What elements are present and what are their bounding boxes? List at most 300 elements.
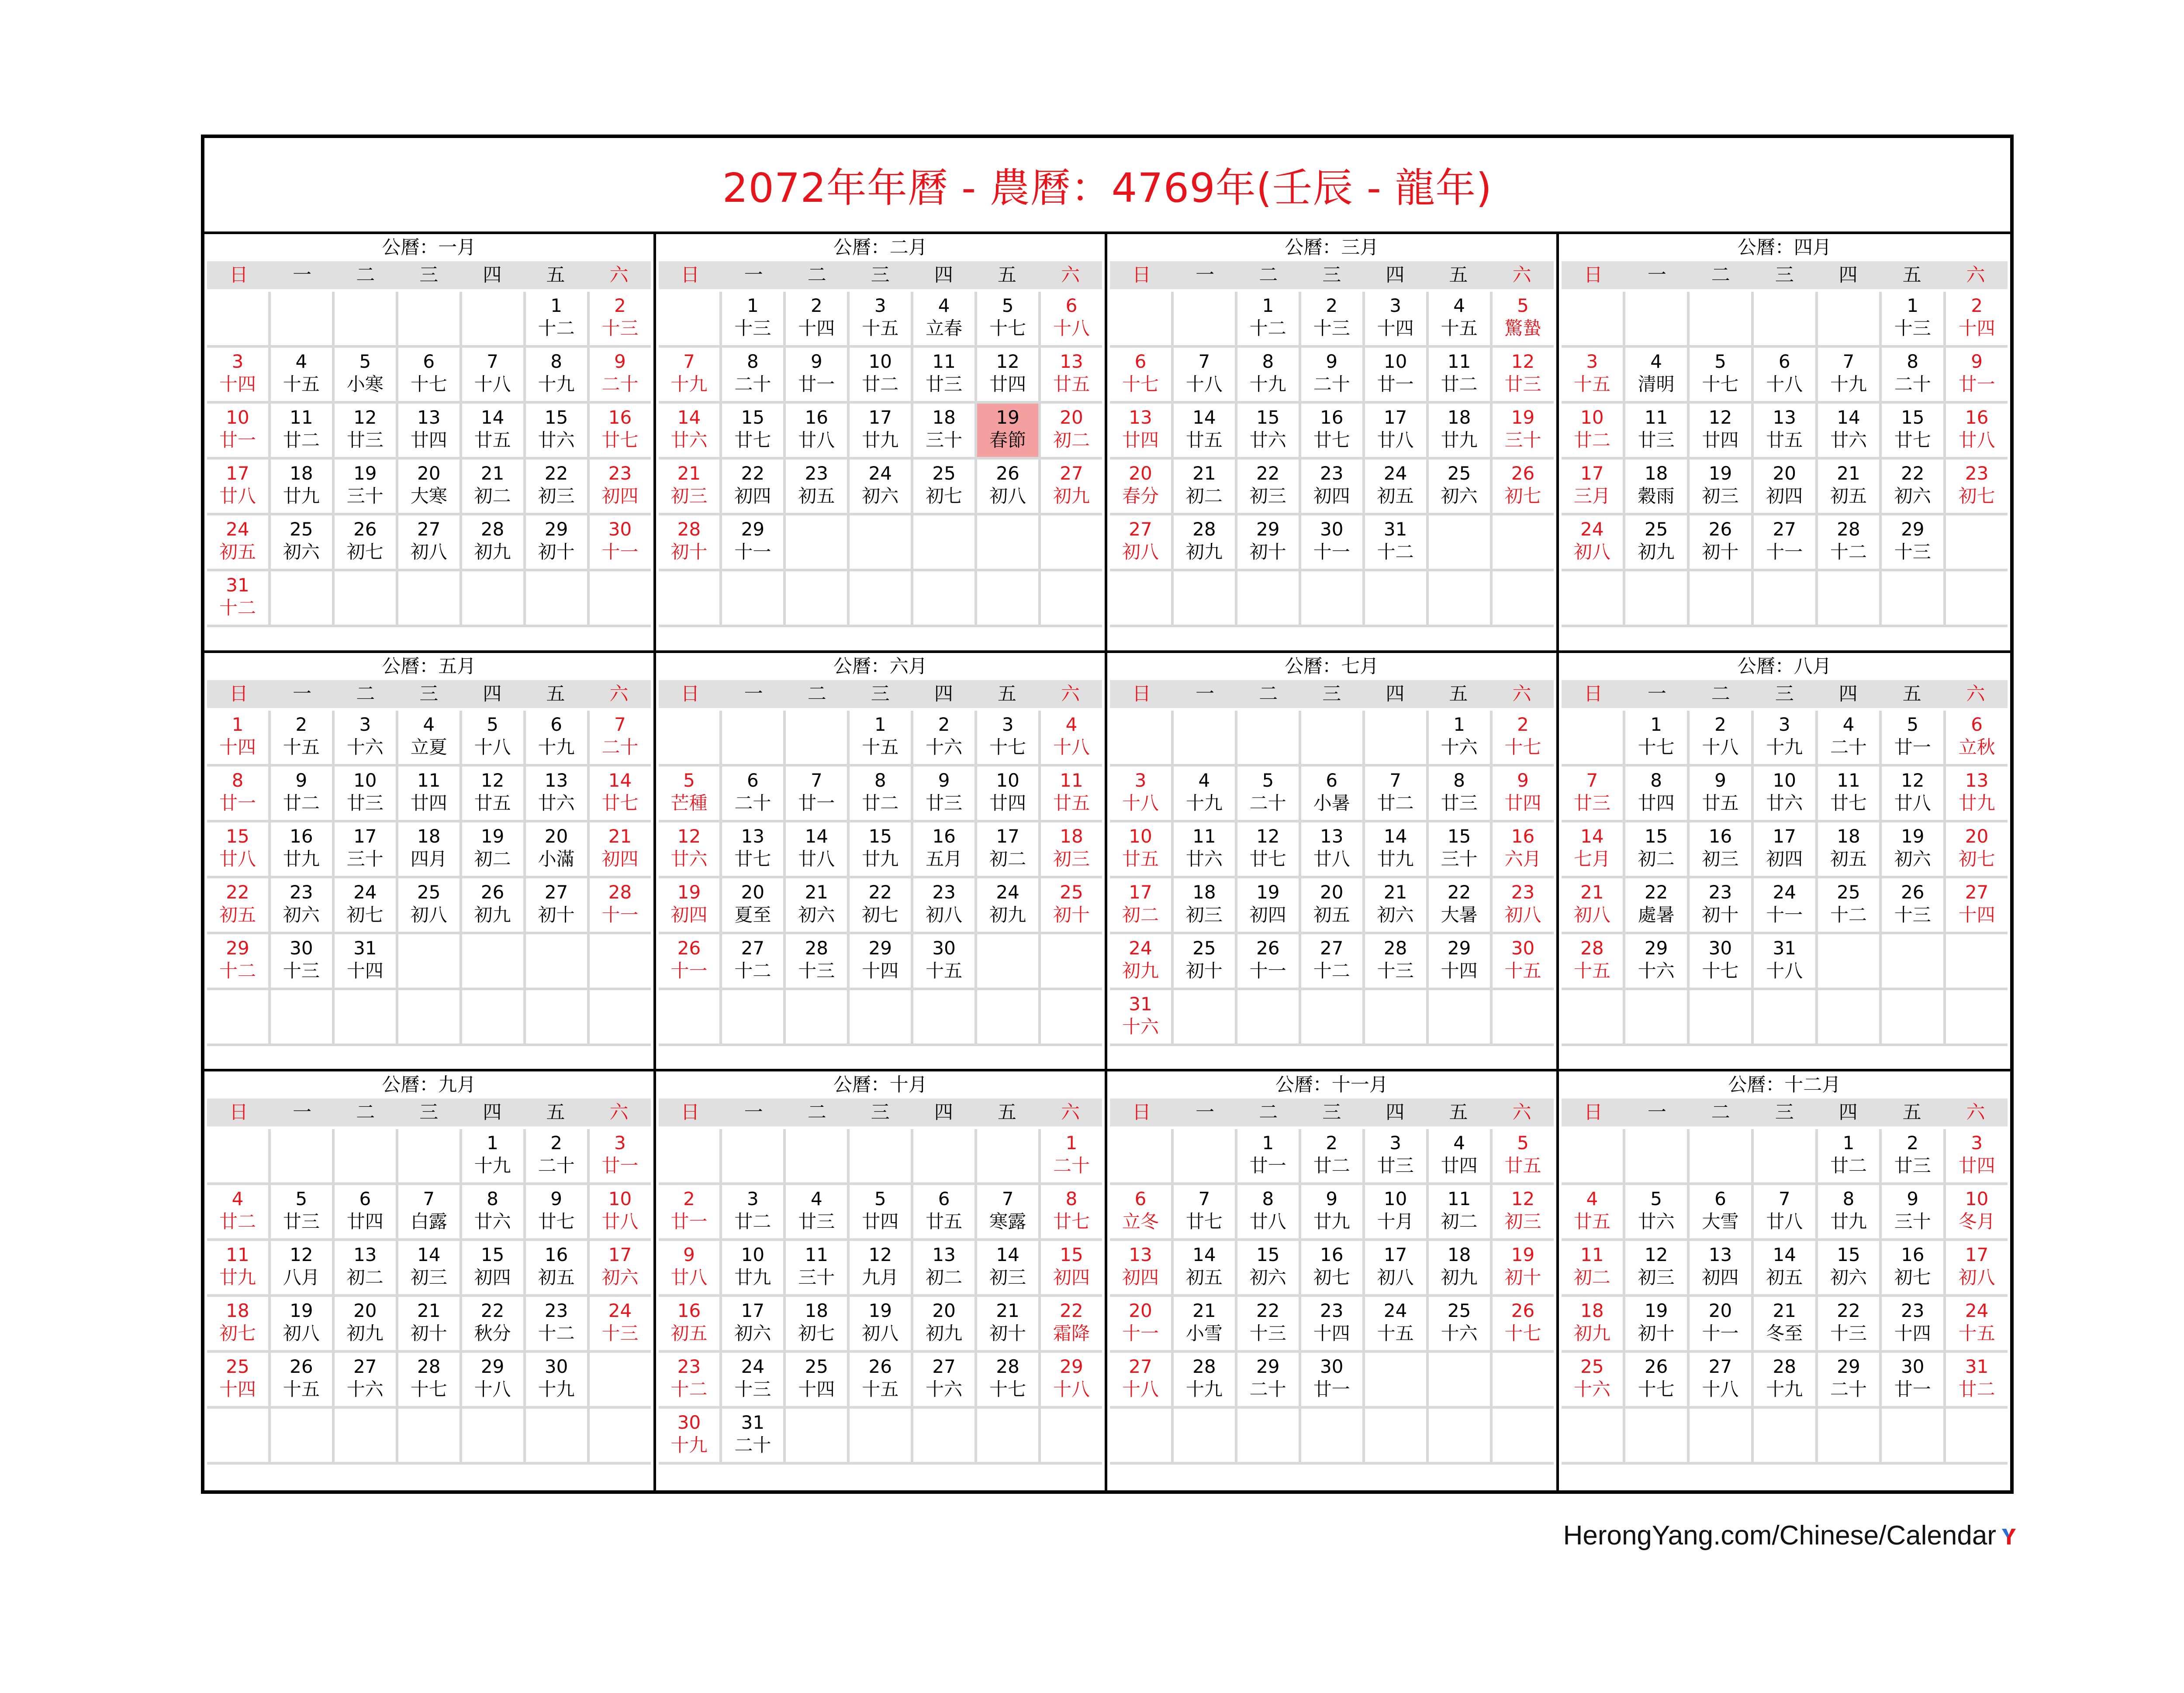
day-cell[interactable]	[1301, 1185, 1365, 1238]
day-cell[interactable]	[1493, 1297, 1554, 1350]
day-cell[interactable]	[1562, 878, 1626, 932]
day-cell[interactable]	[1237, 822, 1301, 876]
day-cell[interactable]	[1690, 460, 1754, 513]
day-cell[interactable]	[1818, 460, 1882, 513]
day-cell[interactable]	[1301, 934, 1365, 988]
day-cell[interactable]	[722, 934, 786, 988]
day-cell[interactable]	[1301, 1297, 1365, 1350]
day-cell[interactable]	[722, 404, 786, 457]
day-cell[interactable]	[335, 1185, 398, 1238]
day-cell[interactable]	[1365, 515, 1429, 569]
day-cell[interactable]	[1882, 767, 1946, 820]
day-cell[interactable]	[913, 1297, 977, 1350]
day-cell[interactable]	[590, 348, 651, 401]
day-cell[interactable]	[1882, 711, 1946, 764]
day-cell[interactable]	[1493, 1129, 1554, 1182]
day-cell[interactable]	[271, 515, 335, 569]
day-cell[interactable]	[1174, 515, 1237, 569]
day-cell[interactable]	[1625, 1297, 1690, 1350]
day-cell[interactable]	[1818, 878, 1882, 932]
day-cell[interactable]	[1110, 767, 1174, 820]
day-cell[interactable]	[526, 711, 590, 764]
day-cell[interactable]	[1429, 348, 1493, 401]
day-cell[interactable]	[1110, 878, 1174, 932]
day-cell[interactable]	[271, 1297, 335, 1350]
day-cell[interactable]	[1041, 1297, 1102, 1350]
day-cell[interactable]	[786, 1353, 850, 1406]
day-cell[interactable]	[271, 1185, 335, 1238]
day-cell[interactable]	[1041, 460, 1102, 513]
day-cell[interactable]	[913, 711, 977, 764]
day-cell[interactable]	[1625, 1241, 1690, 1294]
day-cell[interactable]	[1882, 1353, 1946, 1406]
day-cell[interactable]	[786, 934, 850, 988]
day-cell[interactable]	[1754, 1297, 1818, 1350]
day-cell[interactable]	[977, 460, 1041, 513]
day-cell[interactable]	[1625, 711, 1690, 764]
day-cell[interactable]	[398, 1353, 462, 1406]
day-cell[interactable]	[850, 1297, 913, 1350]
day-cell[interactable]	[659, 1353, 722, 1406]
day-cell[interactable]	[1301, 1353, 1365, 1406]
day-cell[interactable]	[335, 404, 398, 457]
day-cell[interactable]	[1562, 767, 1626, 820]
day-cell[interactable]	[913, 1185, 977, 1238]
day-cell[interactable]	[1041, 1129, 1102, 1182]
day-cell[interactable]	[462, 460, 526, 513]
day-cell[interactable]	[786, 767, 850, 820]
day-cell[interactable]	[1946, 292, 2008, 345]
day-cell[interactable]	[977, 711, 1041, 764]
day-cell[interactable]	[207, 515, 271, 569]
day-cell[interactable]	[1690, 1185, 1754, 1238]
day-cell[interactable]	[335, 1241, 398, 1294]
day-cell[interactable]	[1237, 1241, 1301, 1294]
day-cell[interactable]	[398, 1241, 462, 1294]
day-cell[interactable]	[1237, 348, 1301, 401]
day-cell[interactable]	[1041, 348, 1102, 401]
day-cell[interactable]	[1625, 404, 1690, 457]
day-cell[interactable]	[1625, 1185, 1690, 1238]
day-cell[interactable]	[913, 292, 977, 345]
day-cell[interactable]	[722, 878, 786, 932]
day-cell[interactable]	[786, 404, 850, 457]
day-cell[interactable]	[659, 767, 722, 820]
day-cell[interactable]	[850, 934, 913, 988]
day-cell[interactable]	[1818, 767, 1882, 820]
day-cell[interactable]	[398, 348, 462, 401]
day-cell[interactable]	[722, 1241, 786, 1294]
day-cell[interactable]	[590, 878, 651, 932]
day-cell[interactable]	[398, 515, 462, 569]
day-cell[interactable]	[1690, 934, 1754, 988]
day-cell[interactable]	[462, 1353, 526, 1406]
day-cell[interactable]	[207, 348, 271, 401]
day-cell[interactable]	[1690, 878, 1754, 932]
day-cell[interactable]	[1110, 348, 1174, 401]
day-cell[interactable]	[526, 1353, 590, 1406]
day-cell[interactable]	[590, 767, 651, 820]
day-cell[interactable]	[1882, 822, 1946, 876]
day-cell[interactable]	[1174, 767, 1237, 820]
day-cell[interactable]	[1818, 822, 1882, 876]
footer-link[interactable]: HerongYang.com/Chinese/Calendar	[1563, 1520, 1996, 1551]
day-cell[interactable]	[1818, 1353, 1882, 1406]
day-cell[interactable]	[1946, 404, 2008, 457]
day-cell[interactable]	[590, 292, 651, 345]
day-cell[interactable]	[659, 934, 722, 988]
day-cell[interactable]	[1041, 878, 1102, 932]
day-cell[interactable]	[659, 460, 722, 513]
day-cell[interactable]	[207, 934, 271, 988]
day-cell[interactable]	[1041, 404, 1102, 457]
day-cell[interactable]	[1690, 348, 1754, 401]
day-cell[interactable]	[1562, 1297, 1626, 1350]
day-cell[interactable]	[1562, 515, 1626, 569]
day-cell[interactable]	[462, 822, 526, 876]
day-cell[interactable]	[913, 878, 977, 932]
day-cell[interactable]	[207, 1297, 271, 1350]
day-cell[interactable]	[977, 1185, 1041, 1238]
day-cell[interactable]	[1818, 1185, 1882, 1238]
day-cell[interactable]	[207, 878, 271, 932]
day-cell[interactable]	[462, 1185, 526, 1238]
day-cell[interactable]	[913, 767, 977, 820]
day-cell[interactable]	[659, 822, 722, 876]
day-cell[interactable]	[462, 515, 526, 569]
day-cell[interactable]	[850, 1185, 913, 1238]
day-cell[interactable]	[1110, 1241, 1174, 1294]
day-cell[interactable]	[462, 1241, 526, 1294]
day-cell[interactable]	[1301, 1129, 1365, 1182]
day-cell[interactable]	[1301, 878, 1365, 932]
day-cell[interactable]	[659, 515, 722, 569]
day-cell[interactable]	[590, 515, 651, 569]
day-cell[interactable]	[1237, 1185, 1301, 1238]
day-cell[interactable]	[462, 348, 526, 401]
day-cell[interactable]	[526, 1185, 590, 1238]
day-cell[interactable]	[1562, 822, 1626, 876]
day-cell[interactable]	[659, 348, 722, 401]
day-cell[interactable]	[1493, 878, 1554, 932]
day-cell[interactable]	[1237, 404, 1301, 457]
day-cell[interactable]	[526, 1129, 590, 1182]
day-cell[interactable]	[526, 1241, 590, 1294]
day-cell[interactable]	[786, 1241, 850, 1294]
day-cell[interactable]	[1429, 404, 1493, 457]
day-cell[interactable]	[1174, 1185, 1237, 1238]
day-cell[interactable]	[526, 515, 590, 569]
day-cell[interactable]	[1946, 1241, 2008, 1294]
day-cell[interactable]	[1174, 822, 1237, 876]
day-cell[interactable]	[850, 1353, 913, 1406]
day-cell[interactable]	[1041, 711, 1102, 764]
day-cell[interactable]	[1882, 1297, 1946, 1350]
day-cell[interactable]	[1429, 767, 1493, 820]
day-cell[interactable]	[1041, 767, 1102, 820]
day-cell[interactable]	[1110, 460, 1174, 513]
day-cell[interactable]	[207, 460, 271, 513]
day-cell[interactable]	[977, 878, 1041, 932]
day-cell[interactable]	[1365, 934, 1429, 988]
day-cell[interactable]	[722, 292, 786, 345]
day-cell[interactable]	[207, 1185, 271, 1238]
day-cell[interactable]	[1882, 878, 1946, 932]
day-cell[interactable]	[659, 1185, 722, 1238]
day-cell[interactable]	[1754, 1185, 1818, 1238]
day-cell[interactable]	[1754, 767, 1818, 820]
day-cell[interactable]	[977, 822, 1041, 876]
day-cell[interactable]	[913, 1241, 977, 1294]
day-cell[interactable]	[722, 1353, 786, 1406]
day-cell[interactable]	[1237, 934, 1301, 988]
day-cell[interactable]	[1174, 1297, 1237, 1350]
day-cell[interactable]	[1882, 460, 1946, 513]
day-cell[interactable]	[1946, 878, 2008, 932]
day-cell[interactable]	[1493, 348, 1554, 401]
day-cell[interactable]	[590, 460, 651, 513]
day-cell[interactable]	[850, 1241, 913, 1294]
day-cell[interactable]	[1754, 515, 1818, 569]
day-cell[interactable]	[1429, 460, 1493, 513]
day-cell[interactable]	[1690, 711, 1754, 764]
day-cell[interactable]	[913, 460, 977, 513]
day-cell[interactable]	[590, 1129, 651, 1182]
day-cell[interactable]	[1754, 404, 1818, 457]
day-cell[interactable]	[977, 767, 1041, 820]
day-cell[interactable]	[1882, 292, 1946, 345]
day-cell[interactable]	[786, 348, 850, 401]
day-cell[interactable]	[1174, 1353, 1237, 1406]
day-cell[interactable]	[207, 767, 271, 820]
day-cell[interactable]	[1818, 1241, 1882, 1294]
day-cell[interactable]	[1365, 404, 1429, 457]
day-cell[interactable]	[1365, 460, 1429, 513]
day-cell[interactable]	[1110, 1297, 1174, 1350]
day-cell[interactable]	[271, 1353, 335, 1406]
day-cell[interactable]	[1625, 878, 1690, 932]
day-cell[interactable]	[659, 1297, 722, 1350]
day-cell[interactable]	[1365, 822, 1429, 876]
day-cell[interactable]	[1110, 1185, 1174, 1238]
day-cell[interactable]	[1754, 348, 1818, 401]
day-cell[interactable]	[1625, 767, 1690, 820]
day-cell[interactable]	[722, 822, 786, 876]
day-cell[interactable]	[1818, 711, 1882, 764]
day-cell[interactable]	[462, 711, 526, 764]
day-cell[interactable]	[977, 292, 1041, 345]
day-cell[interactable]	[590, 1297, 651, 1350]
day-cell[interactable]	[1493, 1185, 1554, 1238]
day-cell[interactable]	[462, 404, 526, 457]
day-cell[interactable]	[1237, 1353, 1301, 1406]
day-cell[interactable]	[1882, 1129, 1946, 1182]
day-cell[interactable]	[1882, 348, 1946, 401]
day-cell[interactable]	[526, 292, 590, 345]
day-cell[interactable]	[1818, 348, 1882, 401]
day-cell[interactable]	[1882, 515, 1946, 569]
day-cell[interactable]	[1041, 292, 1102, 345]
day-cell[interactable]	[1301, 1241, 1365, 1294]
day-cell[interactable]	[722, 1297, 786, 1350]
day-cell[interactable]	[335, 1297, 398, 1350]
day-cell[interactable]	[1237, 878, 1301, 932]
day-cell[interactable]	[722, 767, 786, 820]
day-cell[interactable]	[1237, 767, 1301, 820]
day-cell[interactable]	[271, 822, 335, 876]
day-cell[interactable]	[1493, 711, 1554, 764]
day-cell[interactable]	[526, 1297, 590, 1350]
day-cell[interactable]	[398, 404, 462, 457]
day-cell[interactable]	[913, 348, 977, 401]
day-cell[interactable]	[1562, 348, 1626, 401]
day-cell[interactable]	[1690, 1241, 1754, 1294]
day-cell[interactable]	[1493, 934, 1554, 988]
day-cell[interactable]	[1562, 1185, 1626, 1238]
day-cell[interactable]	[1429, 1185, 1493, 1238]
day-cell[interactable]	[335, 460, 398, 513]
day-cell[interactable]	[1493, 292, 1554, 345]
day-cell[interactable]	[850, 711, 913, 764]
day-cell[interactable]	[1041, 1353, 1102, 1406]
day-cell[interactable]	[1690, 515, 1754, 569]
day-cell[interactable]	[1429, 711, 1493, 764]
day-cell[interactable]	[1690, 1297, 1754, 1350]
day-cell[interactable]	[977, 1353, 1041, 1406]
day-cell[interactable]	[913, 404, 977, 457]
day-cell[interactable]	[462, 878, 526, 932]
day-cell[interactable]	[1946, 348, 2008, 401]
day-cell[interactable]	[1625, 822, 1690, 876]
day-cell[interactable]	[590, 822, 651, 876]
day-cell[interactable]	[398, 767, 462, 820]
day-cell[interactable]	[850, 822, 913, 876]
day-cell[interactable]	[1429, 822, 1493, 876]
day-cell[interactable]	[1429, 1241, 1493, 1294]
day-cell[interactable]	[1625, 348, 1690, 401]
day-cell[interactable]	[1882, 404, 1946, 457]
day-cell[interactable]	[590, 1185, 651, 1238]
day-cell[interactable]	[659, 404, 722, 457]
day-cell[interactable]	[1690, 1353, 1754, 1406]
day-cell[interactable]	[271, 460, 335, 513]
day-cell[interactable]	[335, 878, 398, 932]
day-cell[interactable]	[1493, 822, 1554, 876]
day-cell[interactable]	[1110, 404, 1174, 457]
day-cell[interactable]	[1174, 348, 1237, 401]
day-cell[interactable]	[590, 404, 651, 457]
day-cell[interactable]	[1301, 404, 1365, 457]
day-cell[interactable]	[1301, 515, 1365, 569]
day-cell[interactable]	[335, 767, 398, 820]
day-cell[interactable]	[398, 822, 462, 876]
day-cell[interactable]	[1946, 1129, 2008, 1182]
day-cell[interactable]	[1562, 1241, 1626, 1294]
day-cell[interactable]	[207, 711, 271, 764]
day-cell[interactable]	[1493, 460, 1554, 513]
day-cell[interactable]	[1110, 1353, 1174, 1406]
day-cell[interactable]	[786, 1185, 850, 1238]
day-cell[interactable]	[1882, 1241, 1946, 1294]
day-cell[interactable]	[1818, 404, 1882, 457]
day-cell[interactable]	[207, 404, 271, 457]
day-cell[interactable]	[913, 1353, 977, 1406]
day-cell[interactable]	[722, 1409, 786, 1462]
day-cell[interactable]	[1301, 348, 1365, 401]
day-cell[interactable]	[1301, 767, 1365, 820]
day-cell[interactable]	[913, 934, 977, 988]
day-cell[interactable]	[462, 1297, 526, 1350]
day-cell[interactable]	[1174, 404, 1237, 457]
day-cell[interactable]	[1365, 292, 1429, 345]
day-cell[interactable]	[1818, 1129, 1882, 1182]
day-cell[interactable]	[1946, 460, 2008, 513]
day-cell[interactable]	[1562, 934, 1626, 988]
day-cell[interactable]	[1237, 1297, 1301, 1350]
day-cell[interactable]	[722, 348, 786, 401]
day-cell[interactable]	[786, 460, 850, 513]
day-cell[interactable]	[1110, 934, 1174, 988]
day-cell[interactable]	[1562, 1353, 1626, 1406]
day-cell[interactable]	[271, 934, 335, 988]
day-cell[interactable]	[1365, 1297, 1429, 1350]
day-cell[interactable]	[1946, 1353, 2008, 1406]
day-cell[interactable]	[271, 404, 335, 457]
day-cell[interactable]	[1946, 822, 2008, 876]
day-cell[interactable]	[1625, 1353, 1690, 1406]
day-cell[interactable]	[1365, 1129, 1429, 1182]
day-cell[interactable]	[786, 878, 850, 932]
day-cell[interactable]	[1429, 878, 1493, 932]
day-cell[interactable]	[207, 571, 271, 625]
day-cell[interactable]	[1946, 711, 2008, 764]
day-cell[interactable]	[1110, 990, 1174, 1043]
day-cell[interactable]	[398, 1297, 462, 1350]
day-cell[interactable]	[526, 348, 590, 401]
day-cell[interactable]	[1946, 767, 2008, 820]
day-cell[interactable]	[977, 1241, 1041, 1294]
day-cell[interactable]	[1429, 292, 1493, 345]
day-cell[interactable]	[850, 348, 913, 401]
day-cell[interactable]	[1754, 711, 1818, 764]
day-cell[interactable]	[335, 822, 398, 876]
day-cell[interactable]	[1429, 934, 1493, 988]
day-cell[interactable]	[1237, 1129, 1301, 1182]
day-cell[interactable]	[271, 348, 335, 401]
day-cell[interactable]	[207, 822, 271, 876]
day-cell[interactable]	[1174, 460, 1237, 513]
day-cell[interactable]	[1754, 1241, 1818, 1294]
day-cell[interactable]	[1625, 460, 1690, 513]
day-cell[interactable]	[786, 822, 850, 876]
day-cell[interactable]	[722, 460, 786, 513]
day-cell[interactable]	[335, 711, 398, 764]
day-cell[interactable]	[335, 515, 398, 569]
day-cell[interactable]	[659, 1409, 722, 1462]
day-cell[interactable]	[1690, 404, 1754, 457]
day-cell[interactable]	[1237, 292, 1301, 345]
day-cell[interactable]	[659, 878, 722, 932]
day-cell[interactable]	[786, 1297, 850, 1350]
day-cell[interactable]	[786, 292, 850, 345]
day-cell[interactable]	[1625, 934, 1690, 988]
day-cell[interactable]	[526, 822, 590, 876]
day-cell[interactable]	[722, 515, 786, 569]
day-cell[interactable]	[1041, 1185, 1102, 1238]
day-cell[interactable]	[1882, 1185, 1946, 1238]
day-cell[interactable]	[335, 934, 398, 988]
day-cell[interactable]	[977, 1297, 1041, 1350]
